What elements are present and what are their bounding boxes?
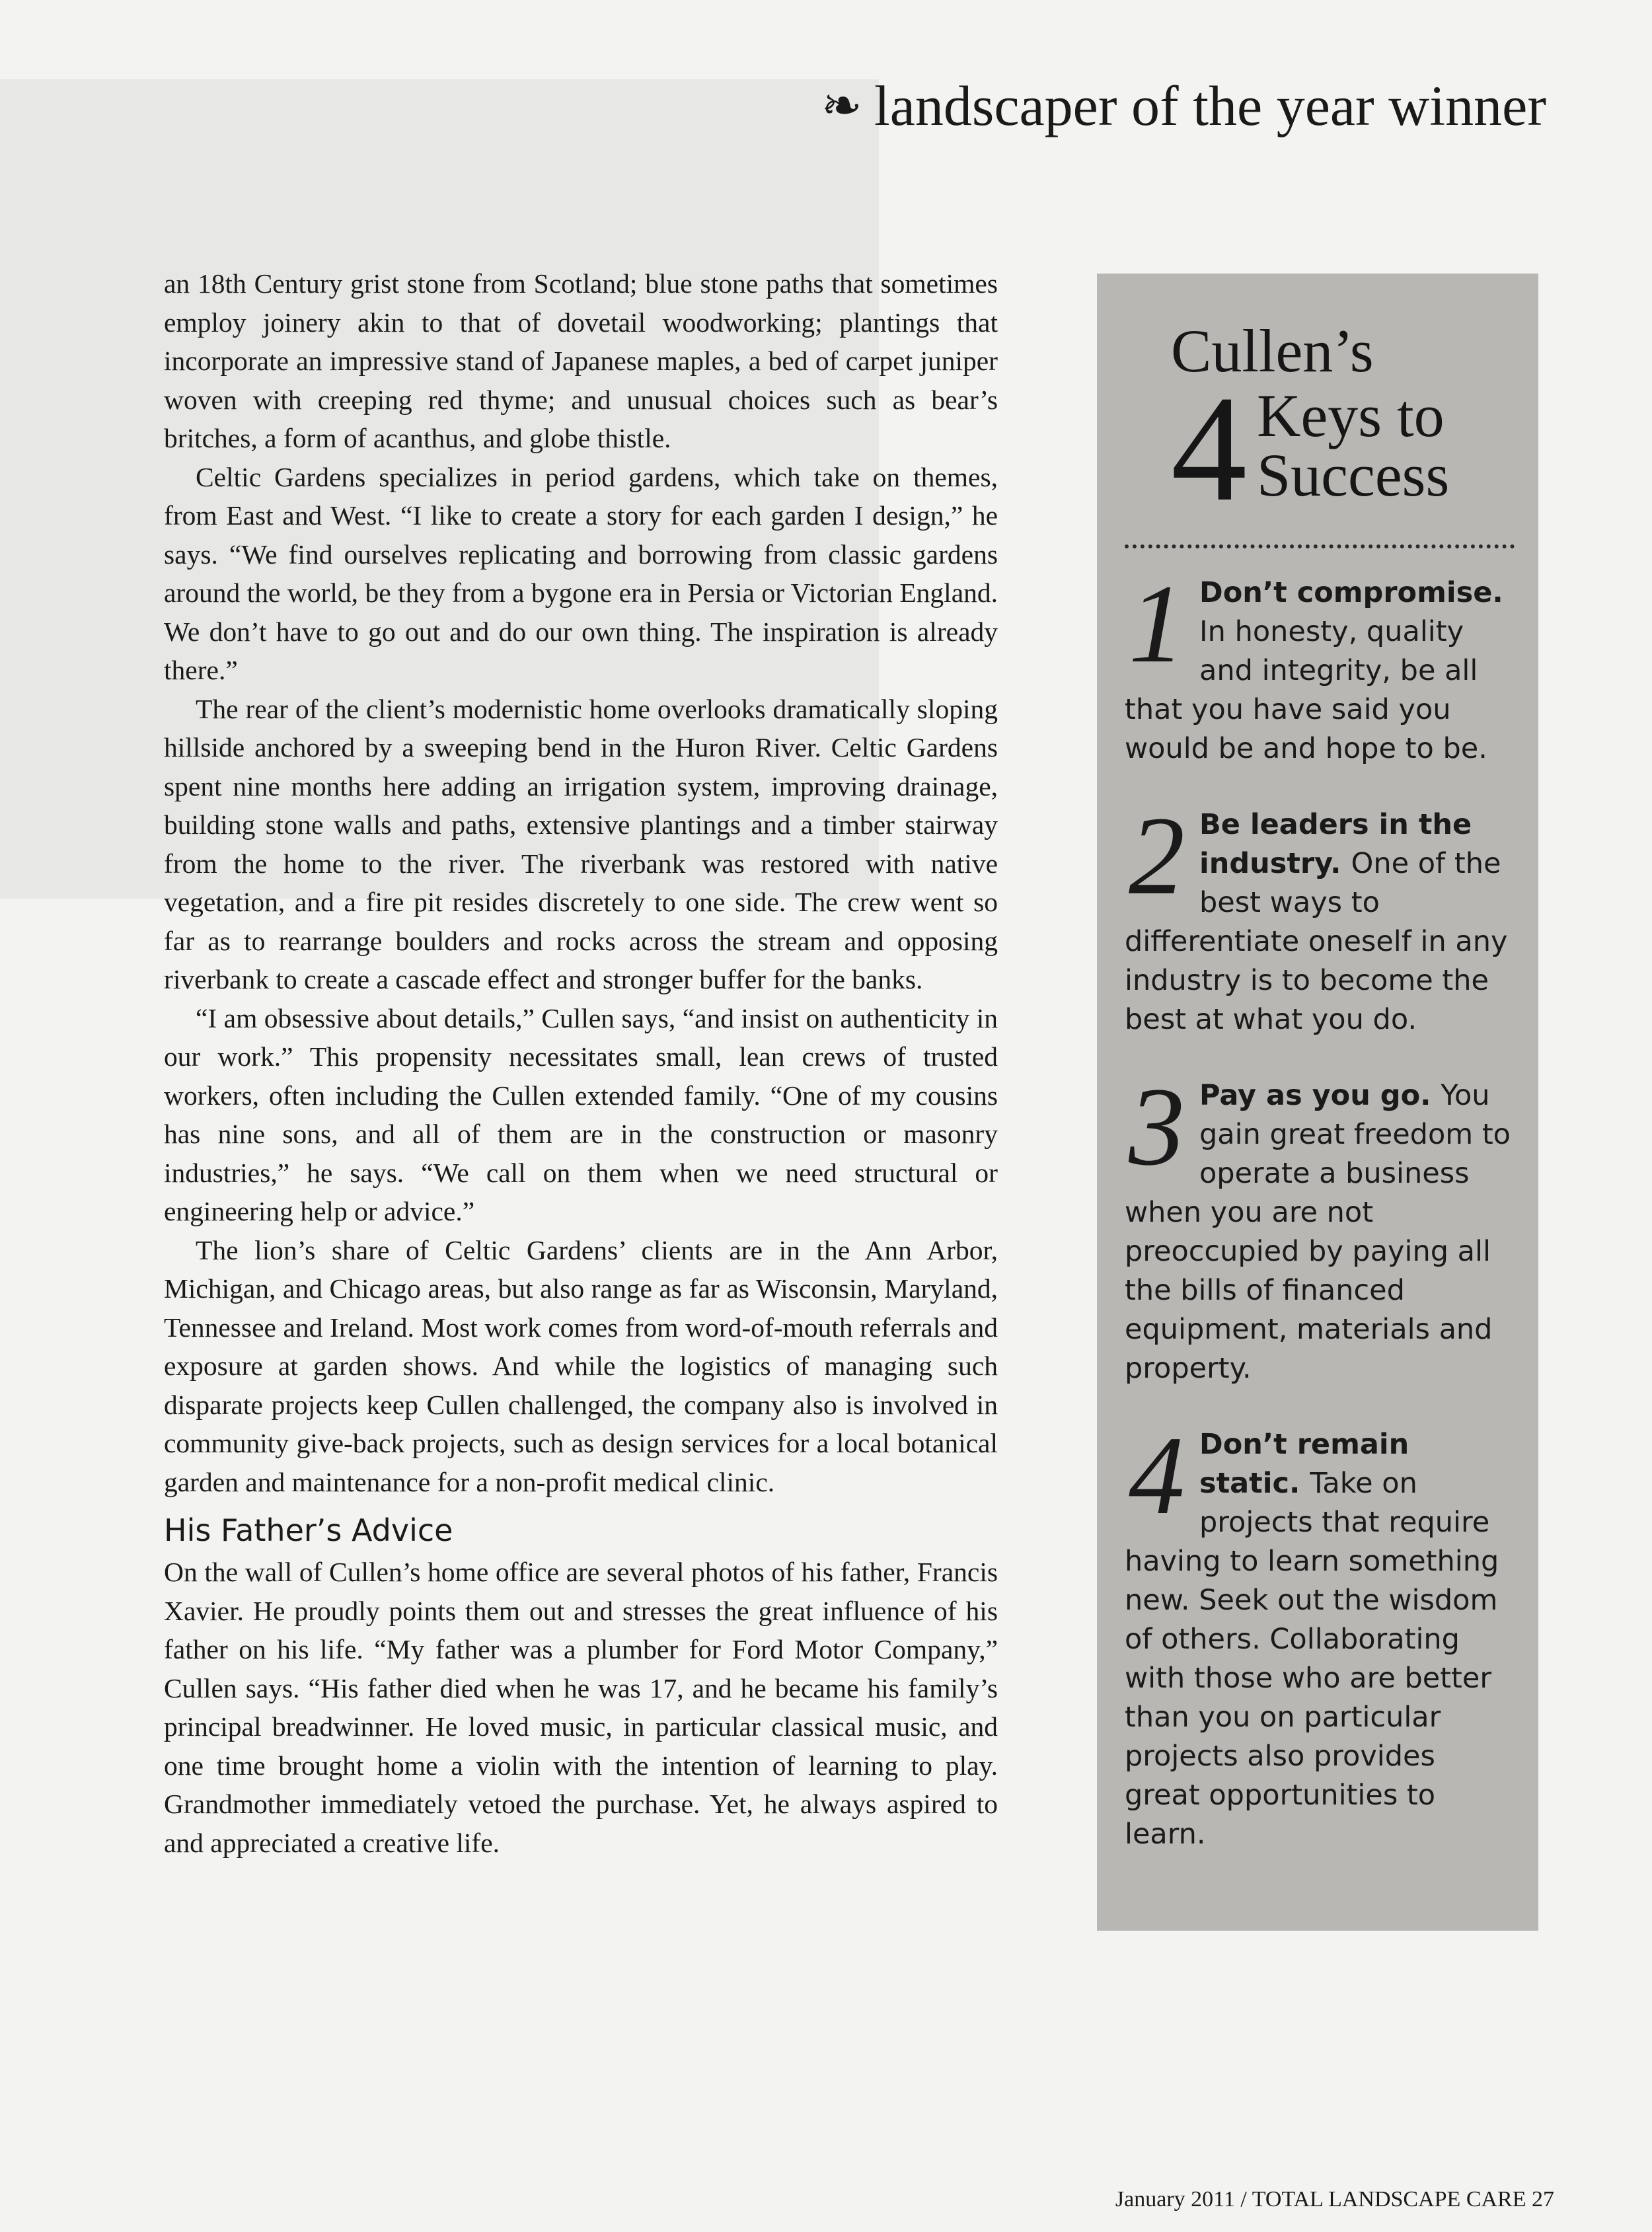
key-item	[1125, 562, 1515, 768]
key-heading: Be leaders in the industry.	[1199, 808, 1472, 880]
key-item	[1125, 794, 1515, 1039]
section-header	[821, 73, 1546, 139]
paragraph: The rear of the client’s modernistic home overlooks dramatically sloping hillside anchored by a sweeping bend in the Huron River. Celtic Gardens spent nine months here adding an irrigation system, improving drainage, building stone walls and paths, extensive plantings and a timber stairway from the home to the river. The riverbank was restored with native vegetation, and a fire pit resides discretely to one side. The crew went so far as to rearrange boulders and rocks across the stream and opposing riverbank to create a cascade effect and stronger buffer for the banks.	[164, 693, 998, 994]
key-item	[1125, 1064, 1515, 1388]
paragraph: Celtic Gardens specializes in period gardens, which take on themes, from East and West. “I like to create a story for each garden I design,” he says. “We find ourselves replicating and borrowing from classic gardens around the world, be they from a bygone era in Persia or Victorian England. We don’t have to go out and do our own thing. The inspiration is already there.”	[164, 461, 998, 685]
key-text: You gain great freedom to operate a business when you are not preoccupied by paying all the bills of financed equipment, materials and property.	[1125, 1079, 1511, 1385]
sidebar-title	[1125, 317, 1515, 538]
paragraph: an 18th Century grist stone from Scotland; blue stone paths that sometimes employ joinery akin to that of dovetail woodworking; plantings that incorporate an impressive stand of Japanese maples, a bed of carpet juniper woven with creeping red thyme; and unusual choices such as bear’s britches, a form of acanthus, and globe thistle.	[164, 268, 998, 453]
paragraph: “I am obsessive about details,” Cullen says, “and insist on authenticity in our work.” This propensity necessitates small, lean crews of trusted workers, often including the Cullen extended family. “One of my cousins has nine sons, and all of them are in the construction or masonry industries,” he says. “We call on them when we need structural or engineering help or advice.”	[164, 1002, 998, 1226]
fleuron-icon: ❧	[821, 79, 862, 133]
key-number: 3	[1129, 1064, 1185, 1189]
sidebar-title-line3: Success	[1257, 441, 1450, 509]
key-number: 2	[1129, 794, 1185, 918]
key-heading: Pay as you go.	[1199, 1079, 1441, 1112]
sidebar-title-line2: Keys to	[1257, 382, 1445, 449]
sidebar-title-rest	[1257, 382, 1450, 509]
paragraph: On the wall of Cullen’s home office are several photos of his father, Francis Xavier. He proudly points them out and stresses the great influence of his father on his life. “My father was a plumber for Ford Motor Company,” Cullen says. “His father died when he was 17, and he became his family’s principal breadwinner. He loved music, in particular classical music, and one time brought home a violin with the intention of learning to play. Grandmother immediately vetoed the purchase. Yet, he always aspired to and appreciated a creative life.	[164, 1557, 998, 1858]
magazine-name: TOTAL LANDSCAPE CARE	[1252, 2187, 1526, 2212]
key-text: In honesty, quality and integrity, be all that you have said you would be and hope to be.	[1125, 615, 1487, 765]
sidebar-title-line1: Cullen’s	[1171, 317, 1374, 385]
key-number: 1	[1129, 562, 1185, 686]
key-heading: Don’t compromise.	[1199, 576, 1503, 609]
key-heading: Don’t remain static.	[1199, 1428, 1409, 1500]
key-item	[1125, 1413, 1515, 1854]
key-text: Take on projects that require having to learn something new. Seek out the wisdom of others. Collaborating with those who are better than you on particular projects also provides great opportunities to learn.	[1125, 1467, 1499, 1851]
dotted-divider	[1125, 544, 1515, 548]
issue-date: January 2011	[1115, 2187, 1235, 2212]
key-text: One of the best ways to differentiate oneself in any industry is to become the best at what you do.	[1125, 847, 1508, 1036]
article-body	[164, 264, 998, 1862]
keys-to-success-sidebar	[1097, 274, 1538, 1931]
subheading: His Father’s Advice	[164, 1512, 453, 1548]
sidebar-title-number: 4	[1171, 364, 1247, 533]
section-title: landscaper of the year winner	[874, 74, 1546, 137]
paragraph: The lion’s share of Celtic Gardens’ clients are in the Ann Arbor, Michigan, and Chicago areas, but also range as far as Wisconsin, Maryland, Tennessee and Ireland. Most work comes from word-of-mouth referrals and exposure at garden shows. And while the logistics of managing such disparate projects keep Cullen challenged, the company also is involved in community give-back projects, such as design services for a local botanical garden and maintenance for a non-profit medical clinic.	[164, 1234, 998, 1497]
page-number: 27	[1532, 2187, 1554, 2212]
page-footer	[1115, 2187, 1554, 2212]
key-number: 4	[1129, 1413, 1185, 1538]
footer-separator: /	[1240, 2187, 1247, 2212]
